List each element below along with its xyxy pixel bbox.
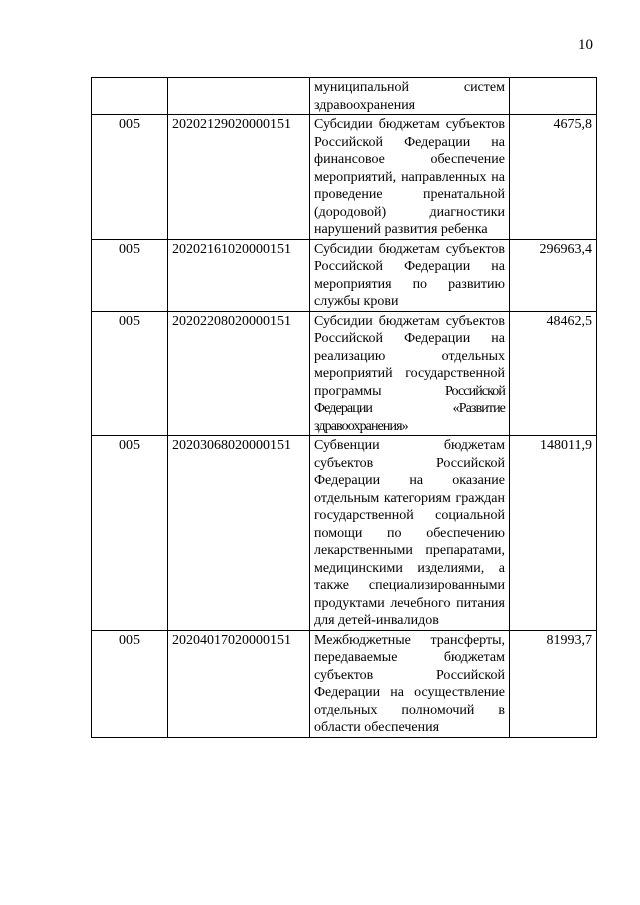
amount-cell: 148011,9	[510, 436, 597, 631]
classification-code-cell: 20202129020000151	[168, 115, 310, 240]
classification-code-cell: 20202161020000151	[168, 239, 310, 311]
table-row	[92, 115, 597, 240]
table-row	[92, 78, 597, 115]
amount-cell: 4675,8	[510, 115, 597, 240]
description-cell: Субсидии бюджетам субъектов Российской Федерации на мероприятия по развитию службы крови	[310, 239, 510, 311]
description-text: Субсидии бюджетам субъектов Российской Федерации на реализацию отдельных мероприятий государственной программы	[314, 313, 505, 399]
classification-code-cell: 20203068020000151	[168, 436, 310, 631]
budget-revenue-table	[91, 77, 597, 738]
amount-cell	[510, 78, 597, 115]
table-row	[92, 239, 597, 311]
admin-code-cell	[92, 78, 168, 115]
description-cell: Межбюджетные трансферты, передаваемые бюджетам субъектов Российской Федерации на осуществление отдельных полномочий в области обеспечения	[310, 630, 510, 737]
amount-cell: 296963,4	[510, 239, 597, 311]
classification-code-cell: 20204017020000151	[168, 630, 310, 737]
table-row	[92, 436, 597, 631]
description-cell	[310, 311, 510, 436]
admin-code-cell: 005	[92, 115, 168, 240]
amount-cell: 48462,5	[510, 311, 597, 436]
admin-code-cell: 005	[92, 239, 168, 311]
page-number: 10	[578, 37, 593, 53]
amount-cell: 81993,7	[510, 630, 597, 737]
description-text-condensed: Российской Федерации «Развитие здравоохранения»	[314, 383, 505, 434]
admin-code-cell: 005	[92, 630, 168, 737]
classification-code-cell	[168, 78, 310, 115]
admin-code-cell: 005	[92, 436, 168, 631]
description-cell: муниципальной систем здравоохранения	[310, 78, 510, 115]
description-cell: Субвенции бюджетам субъектов Российской Федерации на оказание отдельным категориям граждан государственной социальной помощи по обеспечению лекарственными препаратами, медицинскими изделиями, а также специализированными продуктами лечебного питания для детей-инвалидов	[310, 436, 510, 631]
classification-code-cell: 20202208020000151	[168, 311, 310, 436]
description-cell: Субсидии бюджетам субъектов Российской Федерации на финансовое обеспечение мероприятий, направленных на проведение пренатальной (дородовой) диагностики нарушений развития ребенка	[310, 115, 510, 240]
table-row	[92, 630, 597, 737]
admin-code-cell: 005	[92, 311, 168, 436]
table-row	[92, 311, 597, 436]
